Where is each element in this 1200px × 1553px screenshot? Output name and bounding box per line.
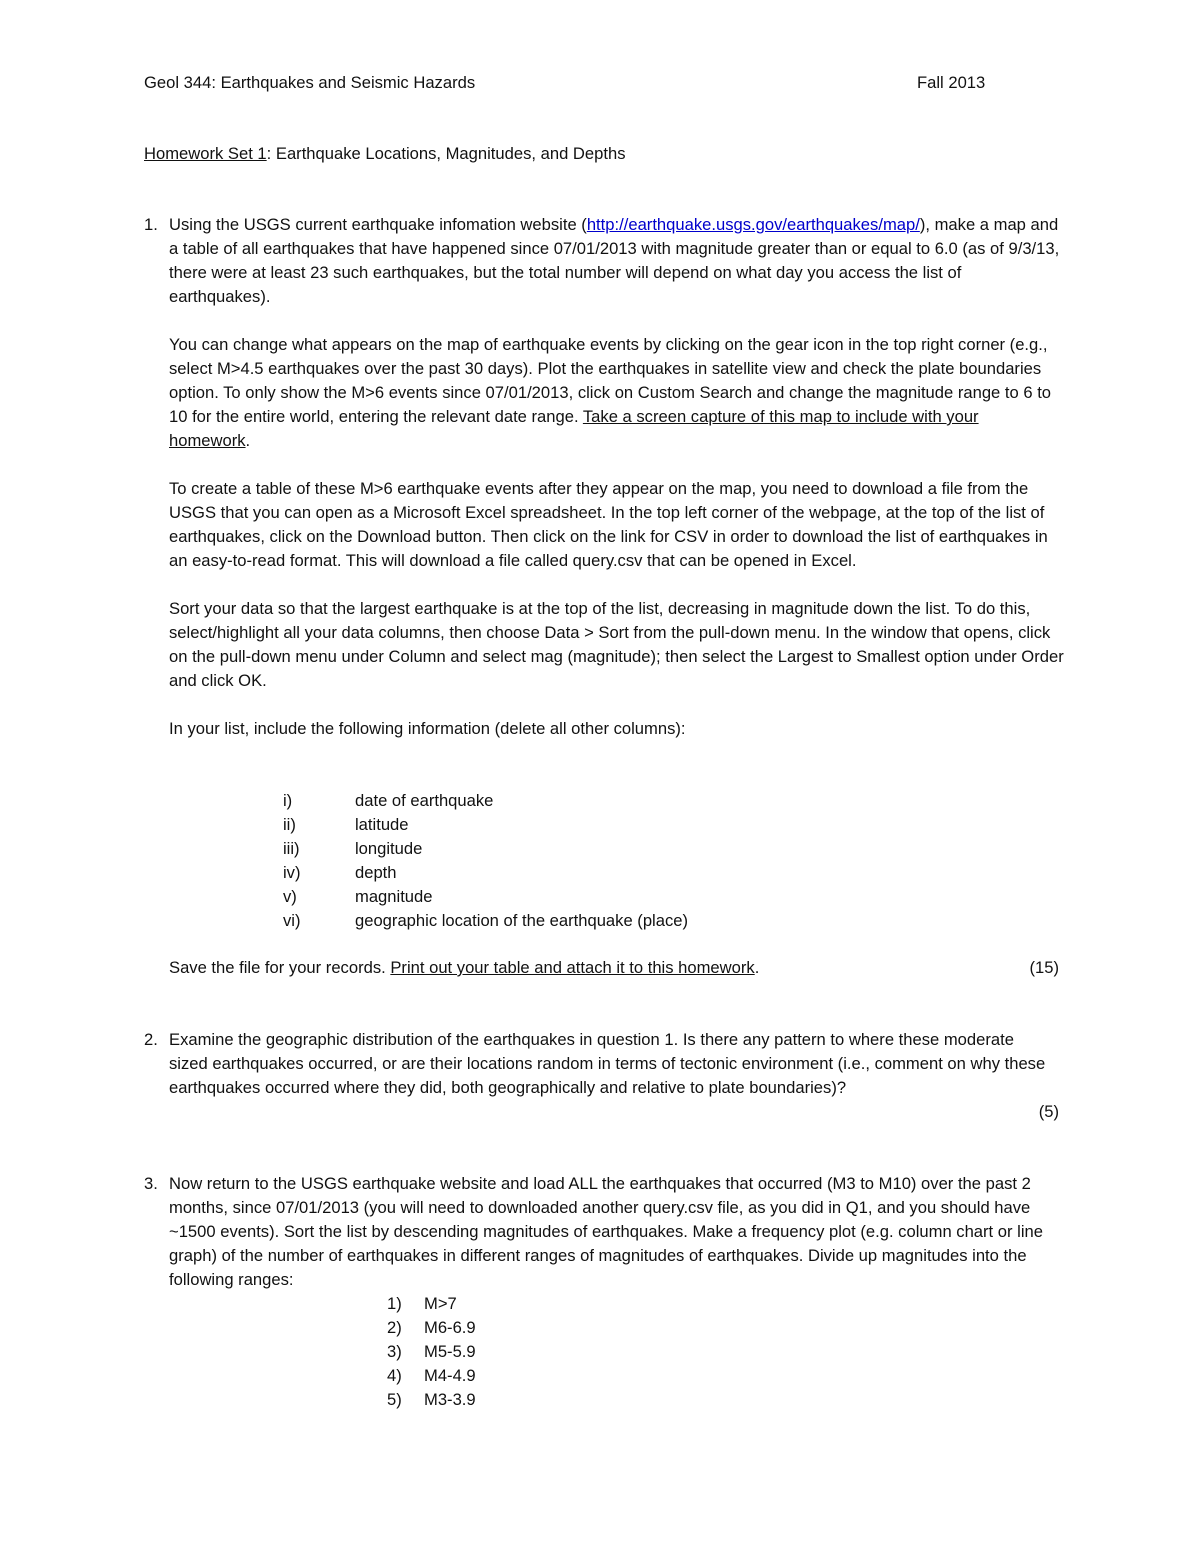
q2-text: Examine the geographic distribution of the earthquakes in question 1. Is there any pattern to where these moderate sized earthquakes occurred, or are their locations random in terms of tectonic environment (i.e., comment on why these earthquakes occurred where they did, both geographically and relative to plate boundaries)?: [169, 1030, 1046, 1097]
q1-map-instructions: You can change what appears on the map of earthquake events by clicking on the gear icon in the top right corner (e.g., select M>4.5 earthquakes over the past 30 days). Plot the earthquakes in satellite view and check the plate boundaries option. To only show the M>6 events since 07/01/2013, click on Custom Search and change the magnitude range to 6 to 10 for the entire world, entering the relevant date range. Take a screen capture of this map to include with your homework.: [169, 335, 1052, 450]
q1-include-instructions: In your list, include the following information (delete all other columns):: [169, 719, 686, 738]
q2-points: (5): [1038, 1102, 1059, 1121]
homework-subtitle: : Earthquake Locations, Magnitudes, and Depths: [266, 144, 626, 163]
question-number: 1.: [144, 215, 158, 234]
course-title: Geol 344: Earthquakes and Seismic Hazards: [144, 73, 476, 92]
q1-table-instructions: To create a table of these M>6 earthquake events after they appear on the map, you need to download a file from the USGS that you can open as a Microsoft Excel spreadsheet. In the top left corner of the webpage, at the top of the list of earthquakes, click on the Download button. Then click on the link for CSV in order to download the list of earthquakes in an easy-to-read format. This will download a file called query.csv that can be opened in Excel.: [169, 479, 1048, 570]
q1-points: (15): [1029, 958, 1059, 977]
homework-title: [144, 142, 626, 166]
q1-save-line: Save the file for your records. Print out your table and attach it to this homework. (15): [169, 956, 1059, 980]
question-3: [144, 1172, 1064, 1292]
document-page: Geol 344: Earthquakes and Seismic Hazards Fall 2013 Homework Set 1: Earthquake Locations, Magnitudes, and Depths 1. Using the USGS current earthquake infomation website (http://earthquake.usgs.gov/earthquakes/map/), make a map and a table of all earthquakes that have happened since 07/01/2013 with magnitude greater than or equal to 6.0 (as of 9/3/13, there were at least 23 such earthquakes, but the total number will depend on what day you access the list of earthquakes). You can change what appears on the map of earthquake events by clicking on the gear icon in the top right corner (e.g., select M>4.5 earthquakes over the past 30 days). Plot the earthquakes in satellite view and check the plate boundaries option. To only show the M>6 events since 07/01/2013, click on Custom Search and change the magnitude range to 6 to 10 for the entire world, entering the relevant date range. Take a screen capture of this map to include with your homework. To create a table of these M>6 earthquake events after they appear on the map, you need to download a file from the USGS that you can open as a Microsoft Excel spreadsheet. In the top left corner of the webpage, at the top of the list of earthquakes, click on the Download button. Then click on the link for CSV in order to download the list of earthquakes in an easy-to-read format. This will download a file called query.csv that can be opened in Excel. Sort your data so that the largest earthquake is at the top of the list, decreasing in magnitude down the list. To do this, select/highlight all your data columns, then choose Data > Sort from the pull-down menu. In the window that opens, click on the pull-down menu under Column and select mag (magnitude); then select the Largest to Smallest option under Order and click OK. In your list, include the following information (delete all other columns): i) date of earthquake ii) latitude iii) longitude iv) depth v) magnitude vi) geographic location of the earthquake (place) Save the file for your records. Print out your table and attach it to this homework. (15) 2. Examine the geographic distribution of the earthquakes in question 1. Is there any pattern to where these moderate sized earthquakes occurred, or are their locations random in terms of tectonic environment (i.e., comment on why these earthquakes occurred where they did, both geographically and relative to plate boundaries)? (5) 3. Now return to the USGS earthquake website and load ALL the earthquakes that occurred (M3 to M10) over the past 2 months, since 07/01/2013 (you will need to downloaded another query.csv file, as you did in Q1, and you should have ~1500 events). Sort the list by descending magnitudes of earthquakes. Make a frequency plot (e.g. column chart or line graph) of the number of earthquakes in different ranges of magnitudes of earthquakes. Divide up magnitudes into the following ranges: 1) M>7 2) M6-6.9 3) M5-5.9 4) M4-4.9 5) M3-3.9: [144, 73, 1064, 1409]
term: Fall 2013: [917, 73, 986, 92]
q3-text: Now return to the USGS earthquake website and load ALL the earthquakes that occurred (M3 to M10) over the past 2 months, since 07/01/2013 (you will need to downloaded another query.csv file, as you did in Q1, and you should have ~1500 events). Sort the list by descending magnitudes of earthquakes. Make a frequency plot (e.g. column chart or line graph) of the number of earthquakes in different ranges of magnitudes of earthquakes. Divide up magnitudes into the following ranges:: [169, 1174, 1043, 1289]
question-2: [144, 1028, 1064, 1121]
q1-intro: Using the USGS current earthquake infomation website (http://earthquake.usgs.gov/earthquakes/map/), make a map and a table of all earthquakes that have happened since 07/01/2013 with magnitude greater than or equal to 6.0 (as of 9/3/13, there were at least 23 such earthquakes, but the total number will depend on what day you access the list of earthquakes).: [169, 215, 1060, 306]
question-number: 2.: [144, 1030, 158, 1049]
question-number: 3.: [144, 1174, 158, 1193]
homework-set-label: Homework Set 1: [144, 144, 267, 163]
print-instruction: Print out your table and attach it to this homework: [390, 958, 755, 977]
q1-sort-instructions: Sort your data so that the largest earthquake is at the top of the list, decreasing in magnitude down the list. To do this, select/highlight all your data columns, then choose Data > Sort from the pull-down menu. In the window that opens, click on the pull-down menu under Column and select mag (magnitude); then select the Largest to Smallest option under Order and click OK.: [169, 599, 1064, 690]
usgs-map-link[interactable]: http://earthquake.usgs.gov/earthquakes/map/: [586, 215, 920, 234]
question-1: [144, 213, 1064, 741]
screen-capture-instruction: Take a screen capture of this map to include with your homework: [169, 407, 979, 450]
